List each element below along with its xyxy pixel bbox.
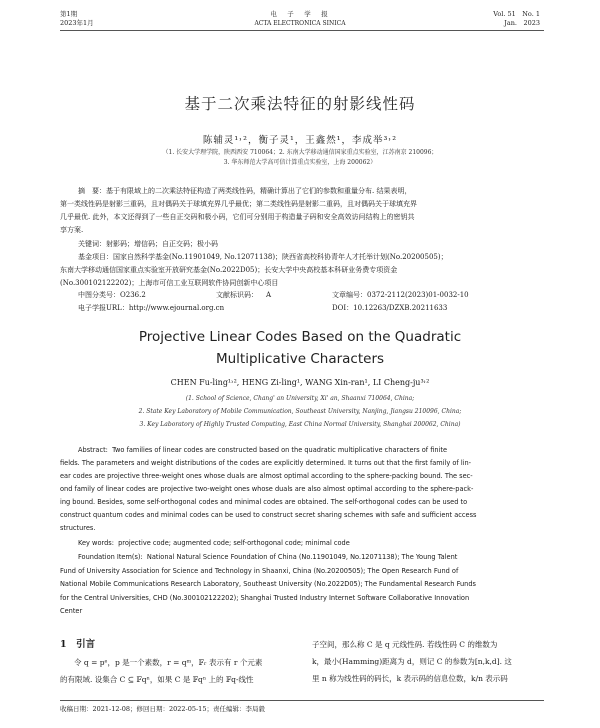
en-abstract-line: Abstract: Two families of linear codes are constructed based on the quadratic multiplicative characters of finite	[78, 446, 448, 454]
cn-fund-line: (No.300102122202)；上海市可信工业互联网软件协同创新中心项目	[60, 279, 279, 287]
cn-keywords: 关键词：射影码；增信码；自正交码；极小码	[78, 240, 218, 248]
cn-title: 基于二次乘法特征的射影线性码	[184, 95, 416, 113]
intro-left-line: 的有限域. 设集合 C ⊆ 𝔽qⁿ，如果 C 是 𝔽qⁿ 上的 𝔽q-线性	[60, 675, 254, 684]
intro-right-line: k，最小(Hamming)距离为 d，则记 C 的参数为[n,k,d]. 这	[312, 657, 512, 666]
en-fund-label: Foundation Item(s):	[78, 553, 143, 561]
footer-rule	[60, 700, 544, 701]
cn-fund-line: 东南大学移动通信国家重点实验室开放研究基金(No.2022D05)；长安大学中央高校基本科研业务费专项资金	[60, 266, 398, 274]
doi-label: DOI：	[332, 304, 354, 312]
intro-right-line: 里 n 称为线性码的码长，k 表示码的信息位数，k/n 表示码	[312, 674, 508, 683]
cn-abstract	[60, 185, 544, 237]
en-affiliation-3: 3. Key Laboratory of Highly Trusted Computing, East China Normal University, Shanghai 200062, China)	[139, 421, 461, 428]
cn-fund	[60, 251, 544, 290]
article-value: 0372-2112(2023)01-0032-10	[367, 291, 469, 299]
en-abstract-line: ear codes are projective three-weight ones whose duals are almost optimal according to the sphere-packing bound. The sec-	[60, 472, 473, 480]
url-row	[78, 303, 224, 313]
en-fund-line: Center	[60, 607, 83, 615]
journal-en: ACTA ELECTRONICA SINICA	[254, 20, 346, 27]
journal-cn: 电 子 学 报	[270, 10, 330, 18]
en-keywords-label: Key words:	[78, 539, 114, 547]
cn-keywords-label: 关键词：	[78, 240, 106, 248]
clc-value: O236.2	[120, 291, 146, 299]
article-label: 文章编号：	[332, 291, 367, 299]
date-en: Jan. 2023	[504, 19, 540, 27]
en-fund	[60, 551, 544, 619]
en-affiliation-1: (1. School of Science, Chang' an University, Xi' an, Shaanxi 710064, China;	[185, 395, 415, 402]
doc-value: A	[266, 291, 272, 299]
intro-right-line: 子空间，那么称 C 是 q 元线性码. 若线性码 C 的维数为	[312, 640, 498, 649]
header-right	[493, 10, 540, 28]
en-abstract-line: ond family of linear codes are projective two-weight ones whose duals are also almost optimal according to the sphere-pack-	[60, 485, 474, 493]
en-abstract-line: structures.	[60, 524, 96, 532]
cn-affiliation-1: （1. 长安大学理学院，陕西西安 710064；2. 东南大学移动通信国家重点实验室，江苏南京 210096；	[162, 149, 438, 156]
en-authors: CHEN Fu-ling¹˒², HENG Zi-ling¹, WANG Xin-ran¹, LI Cheng-ju³˒²	[170, 378, 430, 387]
doc-row	[216, 290, 271, 300]
volume: Vol. 51 No. 1	[493, 10, 540, 18]
issue-cn: 第1期	[60, 10, 78, 18]
url-value[interactable]: http://www.ejournal.org.cn	[128, 304, 225, 312]
doi-value[interactable]: 10.12263/DZXB.20211633	[353, 304, 448, 312]
en-fund-line: Fund of University Association for Science and Technology in Shaanxi, China (No.20200505); The Open Research Fund of	[60, 566, 459, 575]
url-label: 电子学报URL：	[78, 304, 129, 312]
en-abstract-label: Abstract:	[78, 446, 108, 454]
en-fund-line: Foundation Item(s): National Natural Science Foundation of China (No.11901049, No.12071138); The Young Talent	[78, 553, 458, 561]
cn-abstract-line: 第一类线性码是射影三重码，且对偶码关于球填充界几乎最优；第二类线性码是射影二重码，且对偶码关于球填充界	[60, 200, 417, 208]
intro-left-line: 令 q = pᵉ，p 是一个素数，r = qᵐ，𝔽ᵣ 表示有 r 个元素	[74, 658, 263, 667]
cn-affiliation-2: 3. 华东师范大学高可信计算重点实验室，上海 200062）	[223, 159, 377, 166]
article-row	[332, 290, 469, 300]
cn-fund-line: 基金项目：国家自然科学基金(No.11901049, No.12071138)；陕西省高校科协青年人才托举计划(No.20200505)；	[78, 253, 448, 261]
en-keywords: Key words: projective code; augmented code; self-orthogonal code; minimal code	[78, 539, 350, 547]
cn-abstract-line: 享方案.	[60, 226, 84, 234]
doc-label: 文献标识码：	[216, 291, 258, 299]
clc-label: 中图分类号：	[78, 291, 120, 299]
en-abstract-line: ing bound. Besides, some self-orthogonal codes and minimal codes are obtained. The self-orthogonal codes can be used to	[60, 498, 468, 506]
cn-authors: 陈辅灵¹˒²，衡子灵¹，王鑫然¹，李成举³˒²	[202, 135, 398, 146]
en-fund-line: for the Central Universities, CHD (No.300102122202); Shanghai Trusted Industry Internet Software Collaborative Innovation	[60, 593, 470, 602]
doi-row	[332, 303, 447, 313]
en-title-line-1: Projective Linear Codes Based on the Quadratic	[138, 329, 462, 345]
cn-abstract-line: 摘 要：基于有限域上的二次乘法特征构造了两类线性码，精确计算出了它们的参数和重量分布. 结果表明，	[78, 187, 412, 195]
en-abstract-line: fields. The parameters and weight distributions of the codes are explicitly determined. It turns out that the first family of lin-	[60, 459, 472, 467]
cn-abstract-line: 几乎最优. 此外，本文还得到了一些自正交码和极小码，它们可分别用于构造量子码和安全高效访问结构上的密钥共	[60, 213, 415, 221]
cn-fund-label: 基金项目：	[78, 253, 113, 261]
intro-left-column	[60, 654, 298, 688]
header-rule	[60, 30, 544, 31]
en-abstract-line: construct quantum codes and minimal codes can be used to construct secret sharing schemes with safe and sufficient access	[60, 511, 477, 519]
footer-received: 收稿日期：2021-12-08；修回日期：2022-05-15；责任编辑：李局毅	[60, 705, 265, 713]
clc-row	[78, 290, 146, 300]
intro-section-title: 1 引言	[60, 639, 96, 650]
intro-right-column	[312, 636, 548, 687]
en-fund-line: National Mobile Communications Research Laboratory, Southeast University (No.2022D05); The Fundamental Research Funds	[60, 580, 476, 588]
date-cn: 2023年1月	[60, 19, 94, 27]
en-affiliation-2: 2. State Key Laboratory of Mobile Communication, Southeast University, Nanjing, Jiangsu 210096, China;	[138, 408, 462, 415]
en-title-line-2: Multiplicative Characters	[215, 351, 385, 367]
en-title	[0, 326, 600, 370]
cn-abstract-label: 摘 要：	[78, 187, 106, 195]
en-abstract	[60, 444, 544, 535]
